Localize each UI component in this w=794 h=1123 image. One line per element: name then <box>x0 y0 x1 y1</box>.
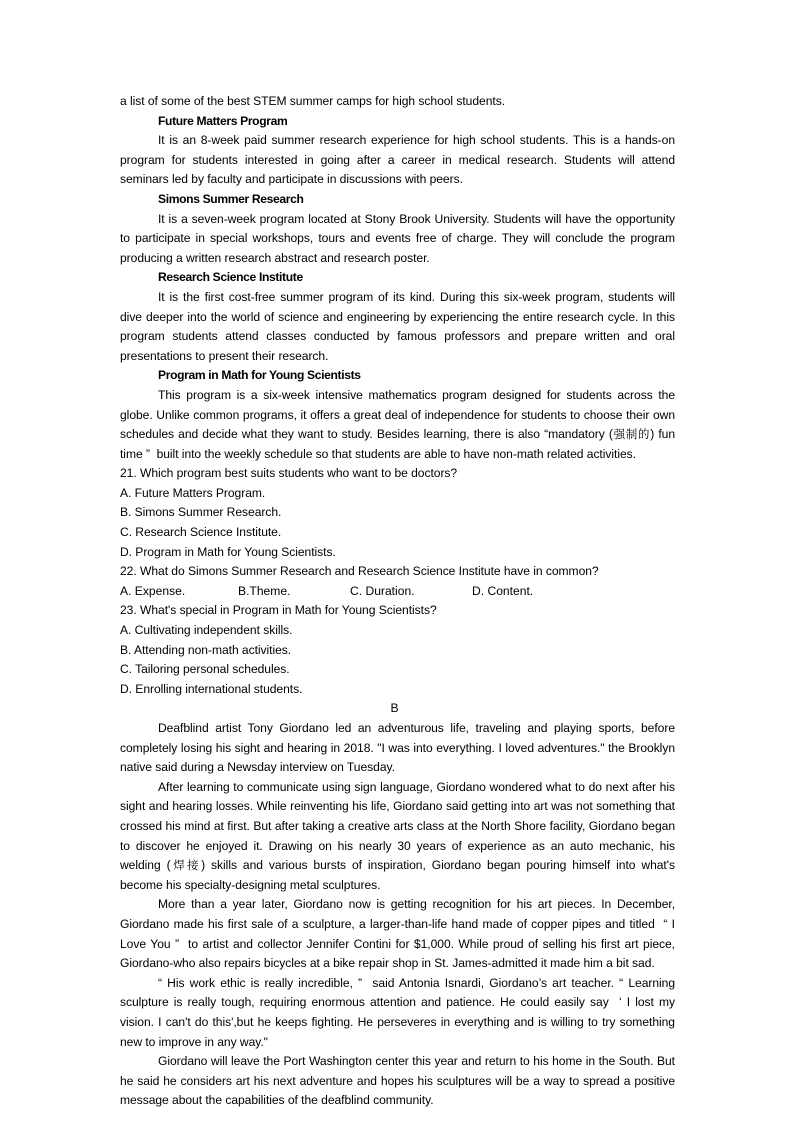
teacher-quote-rest-close: ,but he keeps fighting. He perseveres in everything and is willing to try something new to improve in any way." <box>120 1014 675 1049</box>
program-body-simons: It is a seven-week program located at Stony Brook University. Students will have the opportunity to participate in special workshops, tours and events free of charge. They will conclude the program producing a written research abstract and research poster. <box>120 211 675 265</box>
program-heading-simons: Simons Summer Research <box>158 191 304 206</box>
welding-gloss-cjk: 焊接 <box>170 858 202 873</box>
question-23-option-c[interactable]: C. Tailoring personal schedules. <box>120 662 290 677</box>
document-body <box>120 92 675 1111</box>
passage-b-paragraph-1: Deafblind artist Tony Giordano led an adventurous life, traveling and playing sports, before completely losing his sight and hearing in 2018. "I was into everything. I loved adventures." the Brooklyn native said during a Newsday interview on Tuesday. <box>120 721 675 775</box>
question-23-option-b[interactable]: B. Attending non-math activities. <box>120 642 292 657</box>
sale-text-part1: More than a year later, Giordano now is getting recognition for his art pieces. In December, Giordano made his first sale of a sculpture, a larger-than-life hand made of copper pipes and titled <box>120 897 675 931</box>
mandatory-quote-close: ) fun time ” <box>120 427 675 461</box>
passage-b-paragraph-4 <box>120 974 675 1052</box>
question-21-option-d[interactable]: D. Program in Math for Young Scientists. <box>120 544 336 559</box>
question-21-stem: 21. Which program best suits students who want to be doctors? <box>120 466 458 481</box>
teacher-inner-quote: ‘ I lost my vision. I can't do this' <box>120 995 675 1029</box>
program-body-math <box>120 386 675 464</box>
sale-text-part2: to artist and collector Jennifer Contini for $1,000. While proud of selling his first art piece, Giordano-who also repairs bicycles at a bike repair shop in St. James-admitted it made him a bit sad. <box>120 936 675 971</box>
question-22-option-d[interactable]: D. Content. <box>472 583 534 598</box>
mandatory-quote-open: “ <box>544 427 549 442</box>
question-21-option-a[interactable]: A. Future Matters Program. <box>120 485 266 500</box>
question-22-options-row <box>120 582 675 602</box>
question-23-stem: 23. What's special in Program in Math for Young Scientists? <box>120 603 437 618</box>
mandatory-gloss-cjk: 强制的 <box>612 427 651 442</box>
program-heading-rsi: Research Science Institute <box>158 270 303 285</box>
program-body-math-part2: built into the weekly schedule so that students are able to have non-math related activities. <box>156 446 636 461</box>
mandatory-quote-text: mandatory ( <box>548 427 613 442</box>
passage-b-paragraph-3 <box>120 895 675 973</box>
passage-b-paragraph-2-tail: ) skills and various bursts of inspiration, Giordano began pouring himself into what's become his specialty-designing metal sculptures. <box>120 858 675 892</box>
teacher-quote-open: “ His work ethic is really incredible, ” <box>158 975 363 990</box>
passage-b-paragraph-5: Giordano will leave the Port Washington center this year and return to his home in the South. But he said he considers art his next adventure and hopes his sculptures will be a way to spread a positive message about the capabilities of the deafblind community. <box>120 1054 675 1108</box>
question-23-option-a[interactable]: A. Cultivating independent skills. <box>120 623 293 638</box>
passage-b-paragraph-2 <box>120 778 675 896</box>
program-body-rsi: It is the first cost-free summer program of its kind. During this six-week program, students will dive deeper into the world of science and engineering by experiencing the entire research cycle. In this program students attend classes conducted by famous professors and prepare written and oral presentations to present their research. <box>120 289 675 363</box>
section-label-b: B <box>390 701 399 716</box>
program-body-math-part1: This program is a six-week intensive mathematics program designed for students across the globe. Unlike common programs, it offers a great deal of independence for students to choose their own schedules and decide what they want to study. Besides learning, there is also <box>120 387 675 442</box>
program-heading-future-matters: Future Matters Program <box>158 113 288 128</box>
question-22-option-b[interactable]: B.Theme. <box>238 583 291 598</box>
sale-title-quote: “ I Love You ” <box>120 916 675 951</box>
intro-line: a list of some of the best STEM summer camps for high school students. <box>120 94 506 108</box>
passage-b-paragraph-2-text: After learning to communicate using sign language, Giordano wondered what to do next after his sight and hearing losses. While reinventing his life, Giordano said getting into art was not something that crossed his mind at first. But after taking a creative arts class at the North Shore facility, Giordano began to discover he enjoyed it. Drawing on his nearly 30 years of experience as an auto mechanic, his welding ( <box>120 779 675 873</box>
question-22-stem: 22. What do Simons Summer Research and Research Science Institute have in common? <box>120 564 599 579</box>
question-22-option-c[interactable]: C. Duration. <box>350 583 415 598</box>
question-21-option-b[interactable]: B. Simons Summer Research. <box>120 505 282 520</box>
teacher-quote-attribution: said Antonia Isnardi, Giordano’s art teacher. <box>372 975 614 990</box>
question-21-option-c[interactable]: C. Research Science Institute. <box>120 525 282 540</box>
program-heading-math: Program in Math for Young Scientists <box>158 368 361 383</box>
program-body-future-matters: It is an 8-week paid summer research experience for high school students. This is a hands-on program for students interested in going after a career in medical research. Students will attend seminars led by faculty and participate in discussions with peers. <box>120 133 675 187</box>
question-23-option-d[interactable]: D. Enrolling international students. <box>120 681 303 696</box>
question-22-option-a[interactable]: A. Expense. <box>120 583 186 598</box>
teacher-quote-rest-open: “ Learning sculpture is really tough, requiring enormous attention and patience. He could easily say <box>120 975 676 1010</box>
